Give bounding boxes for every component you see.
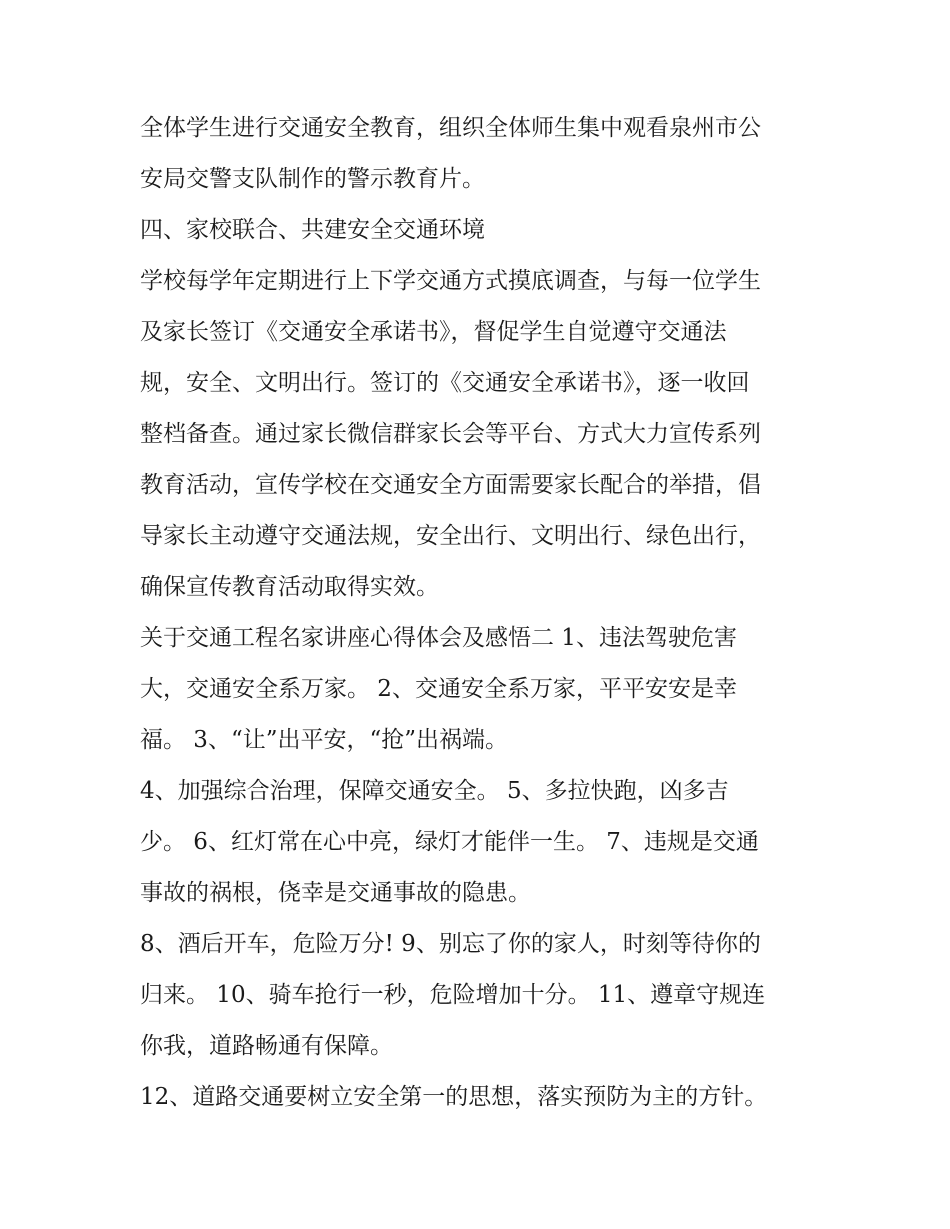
text-line: 归来。 10、骑车抢行一秒，危险增加十分。 11、遵章守规连 [140,982,766,1008]
text-line: 规，安全、文明出行。签订的《交通安全承诺书》，逐一收回 [140,370,750,396]
text-line: 事故的祸根，侥幸是交通事故的隐患。 [140,880,531,906]
text-line: 确保宣传教育活动取得实效。 [140,574,439,600]
text-line: 整档备查。通过家长微信群家长会等平台、方式大力宣传系列 [140,421,761,447]
text-line: 你我，道路畅通有保障。 [140,1033,393,1059]
text-line: 教育活动，宣传学校在交通安全方面需要家长配合的举措，倡 [140,472,761,498]
text-line: 全体学生进行交通安全教育，组织全体师生集中观看泉州市公 [140,115,761,141]
text-line: 安局交警支队制作的警示教育片。 [140,166,485,192]
text-line: 大，交通安全系万家。 2、交通安全系万家，平平安安是幸 [140,676,737,702]
section-heading: 四、家校联合、共建安全交通环境 [140,217,485,243]
text-line: 学校每学年定期进行上下学交通方式摸底调查，与每一位学生 [140,268,761,294]
text-line: 4、加强综合治理，保障交通安全。 5、多拉快跑，凶多吉 [140,778,729,804]
text-line: 及家长签订《交通安全承诺书》，督促学生自觉遵守交通法 [140,319,727,345]
document-body [140,103,820,1123]
text-line: 8、酒后开车，危险万分! 9、别忘了你的家人，时刻等待你的 [140,931,761,957]
text-line: 关于交通工程名家讲座心得体会及感悟二 1、违法驾驶危害 [140,625,737,651]
text-line: 12、道路交通要树立安全第一的思想，落实预防为主的方针。 [140,1084,768,1110]
text-line: 少。 6、红灯常在心中亮，绿灯才能伴一生。 7、违规是交通 [140,829,759,855]
text-line: 福。 3、“让”出平安，“抢”出祸端。 [140,727,508,753]
text-line: 导家长主动遵守交通法规，安全出行、文明出行、绿色出行， [140,523,761,549]
